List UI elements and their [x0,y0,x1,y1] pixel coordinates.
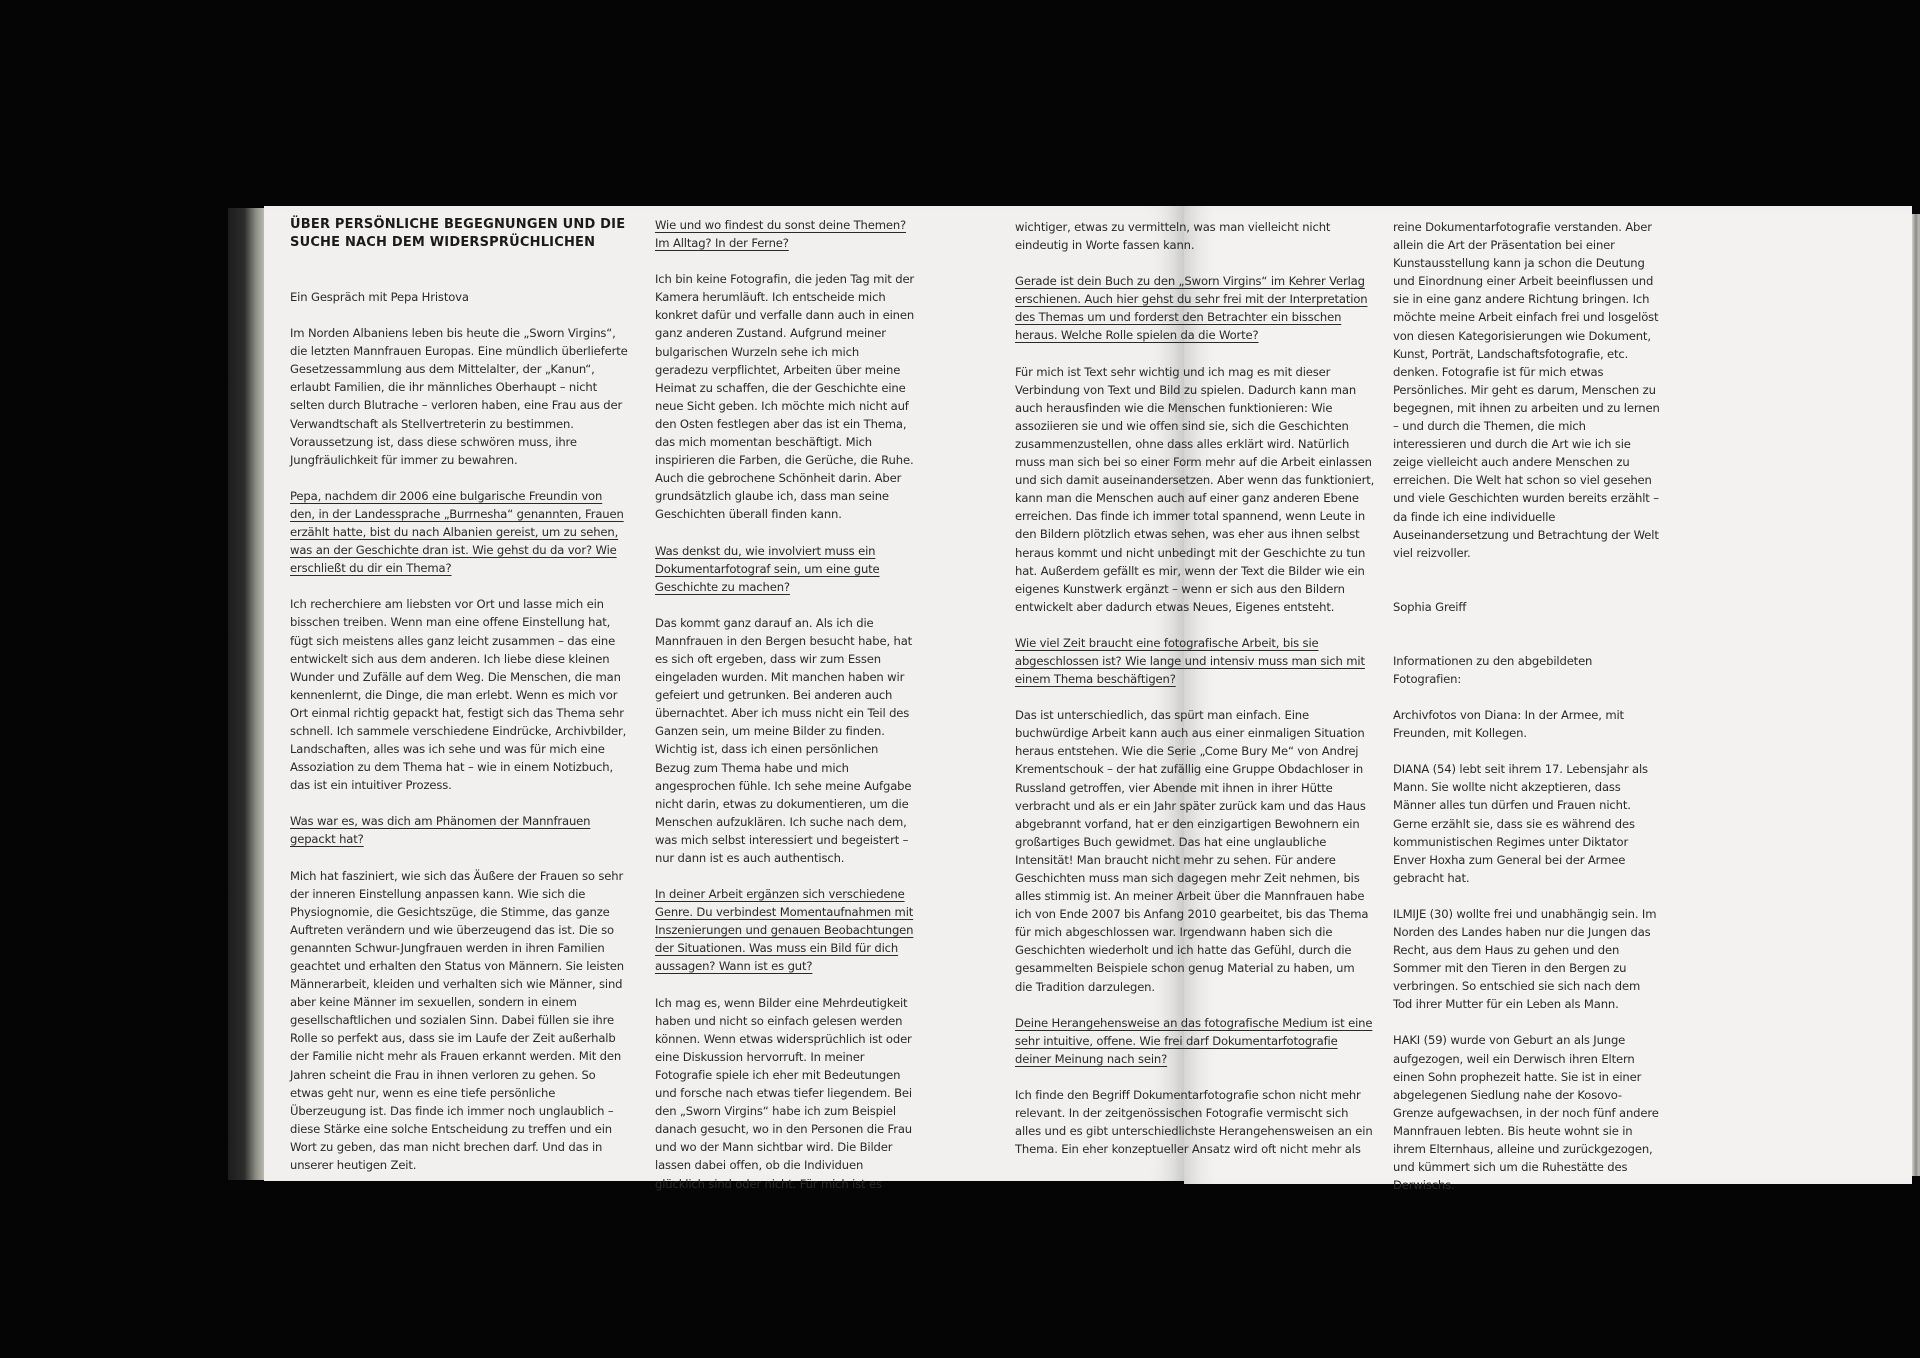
paragraph: Im Norden Albaniens leben bis heute die „Sworn Virgins“, die letzten Mannfrauen Europas. Eine mündlich überlieferte Gesetzessammlung aus dem Mittelalter, der „Kanun“, erlaubt Familien, die ihr männliches Oberhaupt – nicht selten durch Blutrache – verloren haben, eine Frau aus der Verwandtschaft als Stellvertreterin zu bestimmen. Voraussetzung ist, dass diese schwören muss, ihre Jungfräulichkeit für immer zu bewahren. [290,326,628,467]
paragraph: ILMIJE (30) wollte frei und unabhängig sein. Im Norden des Landes haben nur die Jungen das Recht, aus dem Haus zu gehen und den Sommer mit den Tieren in den Bergen zu verbringen. So entschied sie sich nach dem Tod ihrer Mutter für ein Leben als Mann. [1393,906,1657,1012]
page-edges [1912,214,1920,1176]
paragraph: DIANA (54) lebt seit ihrem 17. Lebensjahr als Mann. Sie wollte nicht akzeptieren, dass Männer alles tun dürfen und Frauen nicht. Gerne erzählt sie, dass sie es während des kommunistischen Regimes unter Diktator Enver Hoxha zum General bei der Armee gebracht hat. [1393,762,1648,885]
interview-question: Wie viel Zeit braucht eine fotografische Arbeit, bis sie abgeschlossen ist? Wie lange und intensiv muss man sich mit einem Thema beschäftigen? [1015,635,1365,687]
paragraph: Ich recherchiere am liebsten vor Ort und lasse mich ein bisschen treiben. Wenn man eine offene Einstellung hat, fügt sich meistens alles ganz leicht zusammen – das eine entwickelt sich aus dem anderen. Ich liebe diese kleinen Wunder und Zufälle auf dem Weg. Die Menschen, die man kennenlernt, die Dinge, die man erlebt. Wenn es mich vor Ort einmal richtig gepackt hat, festigt sich das Thema sehr schnell. Ich sammele verschiedene Eindrücke, Archivbilder, Landschaften, alles was ich sehe und was für mich eine Assoziation zu dem Thema hat – wie in einem Notizbuch, das ist ein intuitiver Prozess. [290,597,627,793]
paragraph: Mich hat fasziniert, wie sich das Äußere der Frauen so sehr der inneren Einstellung anpassen kann. Wie sich die Physiognomie, die Gesichtszüge, die Stimme, das ganze Auftreten verändern und wie überzeugend das ist. Die so genannten Schwur-Jungfrauen werden in ihren Familien geachtet und erhalten den Status von Männern. Sie leisten Männerarbeit, kleiden und verhalten sich wie Männer, sind aber keine Männer im sexuellen, sondern in einem gesellschaftlichen und sozialen Sinn. Dabei füllen sie ihre Rolle so perfekt aus, dass sie im Laufe der Zeit außerhalb der Familie nicht mehr als Frauen erkannt werden. Mit den Jahren scheint die Frau in ihnen verloren zu gehen. So etwas geht nur, wenn es eine tiefe persönliche Überzeugung ist. Das finde ich immer noch unglaublich – diese Stärke eine solche Entscheidung zu treffen und ein Wort zu geben, das man nicht brechen darf. Und das in unserer heutigen Zeit. [290,868,624,1173]
spacer [1393,580,1661,598]
left-column-1 [290,216,630,1192]
paragraph: Ein Gespräch mit Pepa Hristova [290,290,469,304]
paragraph: Ich mag es, wenn Bilder eine Mehrdeutigkeit haben und nicht so einfach gelesen werden können. Wenn etwas widersprüchlich ist oder eine Diskussion hervorruft. In meiner Fotografie spiele ich eher mit Bedeutungen und forsche nach etwas tiefer liegendem. Bei den „Sworn Virgins“ habe ich zum Beispiel danach gesucht, wo in den Personen die Frau und wo der Mann sichtbar wird. Die Bilder lassen dabei offen, ob die Individuen glücklich sind oder nicht. Für mich ist es [655,995,913,1191]
interview-question: In deiner Arbeit ergänzen sich verschiedene Genre. Du verbindest Momentaufnahmen mit Inszenierungen und genauen Beobachtungen der Situationen. Was muss ein Bild für dich aussagen? Wann ist es gut? [655,887,914,974]
paragraph: Ich bin keine Fotografin, die jeden Tag mit der Kamera herumläuft. Ich entscheide mich konkret dafür und verfalle dann auch in einen ganz anderen Zustand. Aufgrund meiner bulgarischen Wurzeln sehe ich mich geradezu verpflichtet, Arbeiten über meine Heimat zu schaffen, die der Geschichte eine neue Sicht geben. Ich möchte mich nicht auf den Osten festlegen aber das ist ein Thema, das mich momentan beschäftigt. Mich inspirieren die Farben, die Gerüche, die Ruhe. Auch die gebrochene Schönheit darin. Aber grundsätzlich glaube ich, dass man seine Geschichten überall finden kann. [655,272,915,522]
interview-question: Was war es, was dich am Phänomen der Mannfrauen gepackt hat? [290,814,591,847]
interview-question: Pepa, nachdem dir 2006 eine bulgarische Freundin von den, in der Landessprache „Burrnesha“ genannten, Frauen erzählt hatte, bist du nach Albanien gereist, um zu sehen, was an der Geschichte dran ist. Wie gehst du da vor? Wie erschließt du dir ein Thema? [290,488,624,576]
left-page-photo-edge [228,208,264,1180]
article-heading: ÜBER PERSÖNLICHE BEGEGNUNGEN UND DIE SUCHE NACH DEM WIDERSPRÜCHLICHEN [290,217,626,250]
left-column-2 [655,216,915,1211]
paragraph: Ich finde den Begriff Dokumentarfotografie schon nicht mehr relevant. In der zeitgenössischen Fotografie vermischt sich alles und es gibt unterschiedlichste Herangehensweisen an ein Thema. Ein eher konzeptueller Ansatz wird oft nicht mehr als [1015,1087,1373,1157]
left-column-1-body [290,288,630,1174]
paragraph: Archivfotos von Diana: In der Armee, mit Freunden, mit Kollegen. [1393,708,1624,741]
paragraph: Informationen zu den abgebildeten Fotografien: [1393,653,1593,686]
spacer [1393,634,1661,652]
right-column-2 [1393,218,1661,1212]
paragraph: Das kommt ganz darauf an. Als ich die Mannfrauen in den Bergen besucht habe, hat es sich oft ergeben, dass wir zum Essen eingeladen wurden. Mit manchen haben wir gefeiert und getrunken. Bei anderen auch übernachtet. Aber ich muss nicht ein Teil des Ganzen sein, um meine Bilder zu finden. Wichtig ist, dass ich einen persönlichen Bezug zum Thema habe und mich angesprochen fühle. Ich sehe meine Aufgabe nicht darin, etwas zu dokumentieren, um die Menschen aufzuklären. Ich suche nach dem, was mich selbst interessiert und begeistert – nur dann ist es auch authentisch. [655,615,913,865]
paragraph: reine Dokumentarfotografie verstanden. Aber allein die Art der Präsentation bei einer Kunstausstellung kann ja schon die Deutung und Einordnung einer Arbeit beeinflussen und sie in eine ganz andere Richtung bringen. Ich möchte meine Arbeit einfach frei und losgelöst von diesen Kategorisierungen wie Dokument, Kunst, Porträt, Landschaftsfotografie, etc. denken. Fotografie ist für mich etwas Persönliches. Mir geht es darum, Menschen zu begegnen, mit ihnen zu arbeiten und zu lernen – und durch die Themen, die mich interessieren und durch die Art wie ich sie zeige vielleicht auch andere Menschen zu erreichen. Die Welt hat schon so viel gesehen und viele Geschichten wurden bereits erzählt – da finde ich eine individuelle Auseinandersetzung und Betrachtung der Welt viel reizvoller. [1393,220,1660,560]
paragraph: HAKI (59) wurde von Geburt an als Junge aufgezogen, weil ein Derwisch ihren Eltern einen Sohn prophezeit hatte. Sie ist in einer abgelegenen Siedlung nahe der Kosovo-Grenze aufgewachsen, in der noch fünf andere Mannfrauen lebten. Bis heute wohnt sie in ihrem Elternhaus, alleine und zurückgezogen, und kümmert sich um die Ruhestätte des Derwischs. [1393,1033,1659,1193]
paragraph: Für mich ist Text sehr wichtig und ich mag es mit dieser Verbindung von Text und Bild zu spielen. Dadurch kann man auch herausfinden wie die Menschen funktionieren: Wie assoziieren sie und wie offen sind sie, sich die Geschichten zusammenzustellen, ohne dass alles erklärt wird. Natürlich muss man sich bei so einer Form mehr auf die Arbeit einlassen und sich damit auseinandersetzen. Aber wenn das funktioniert, kann man die Menschen auch auf einer ganz anderen Ebene erreichen. Das finde ich immer total spannend, wenn Leute in den Bildern plötzlich etwas sehen, was eher aus ihnen selbst heraus kommt und nicht unbedingt mit der Geschichte zu tun hat. Außerdem gefällt es mir, wenn der Text die Bilder wie ein eigenes Kunstwerk ergänzt – wenn er sich aus den Bildern entwickelt aber dadurch etwas Neues, Eigenes entsteht. [1015,364,1375,614]
paragraph: Sophia Greiff [1393,599,1467,614]
interview-question: Gerade ist dein Buch zu den „Sworn Virgins“ im Kehrer Verlag erschienen. Auch hier gehst du sehr frei mit der Interpretation des Themas um und forderst den Betrachter ein bisschen heraus. Welche Rolle spielen da die Worte? [1015,274,1368,343]
paragraph: Das ist unterschiedlich, das spürt man einfach. Eine buchwürdige Arbeit kann auch aus einer einmaligen Situation heraus entstehen. Wie die Serie „Come Bury Me“ von Andrej Krementschouk – der hat zufällig eine Gruppe Obdachloser in Russland getroffen, vier Abende mit ihnen in ihrer Hütte verbracht und als er ein Jahr später zurück kam und das Haus abgebrannt vorfand, hat er den einzigartigen Bewohnern ein großartiges Buch gewidmet. Das hat eine unglaubliche Intensität! Man braucht nicht mehr zu sehen. Für andere Geschichten muss man sich dagegen mehr Zeit nehmen, bis alles stimmig ist. An meiner Arbeit über die Mannfrauen habe ich von Ende 2007 bis Anfang 2010 gearbeitet, bis das Thema für mich abgeschlossen war. Irgendwann haben sich die Geschichten wiederholt und ich hatte das Gefühl, durch die gesammelten Beispiele schon genug Material zu haben, um die Tradition darzulegen. [1015,708,1369,994]
interview-question: Was denkst du, wie involviert muss ein Dokumentarfotograf sein, um eine gute Geschichte zu machen? [655,543,880,594]
paragraph: wichtiger, etwas zu vermitteln, was man vielleicht nicht eindeutig in Worte fassen kann. [1015,220,1331,253]
interview-question: Deine Herangehensweise an das fotografische Medium ist eine sehr intuitive, offene. Wie frei darf Dokumentarfotografie deiner Meinung nach sein? [1015,1015,1373,1066]
right-column-1 [1015,218,1375,1176]
interview-question: Wie und wo findest du sonst deine Themen? Im Alltag? In der Ferne? [655,218,907,251]
